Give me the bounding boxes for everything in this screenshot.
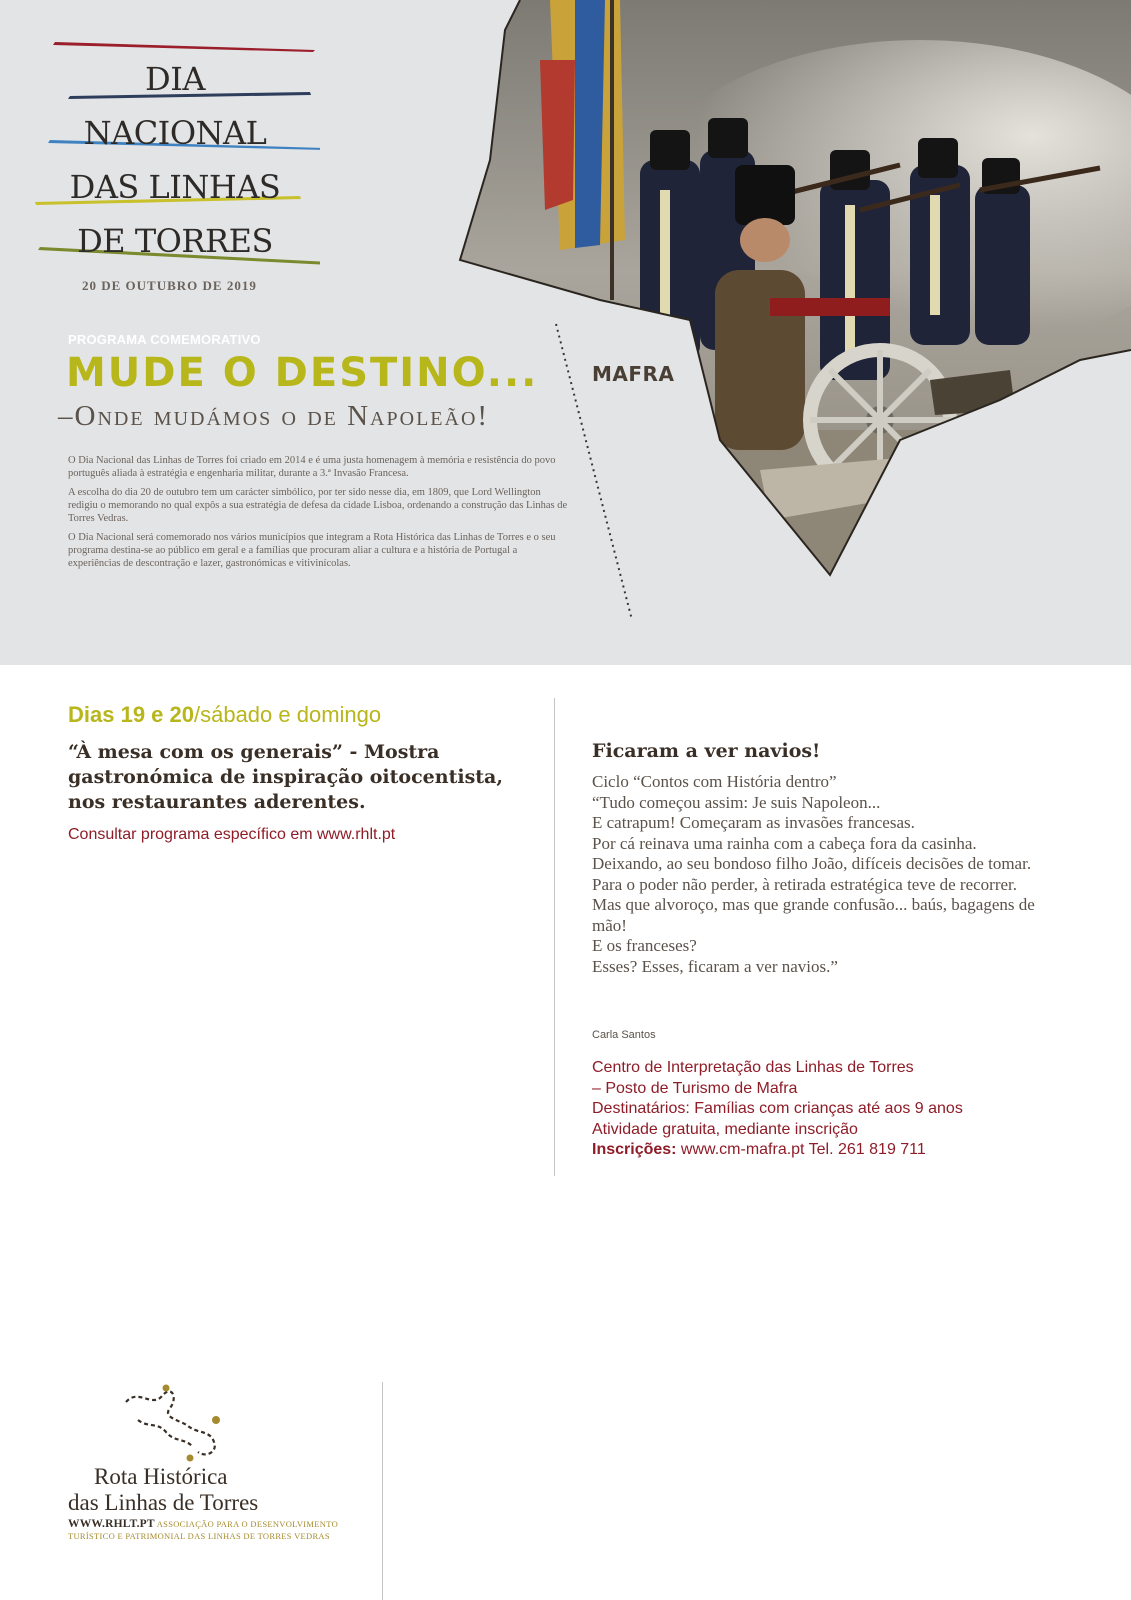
intro-text [68, 454, 568, 576]
right-event-title: Ficaram a ver navios! [592, 740, 821, 762]
event-title [30, 52, 320, 268]
info-line-1: Centro de Interpretação das Linhas de Torres [592, 1059, 914, 1076]
footer-divider [382, 1382, 383, 1600]
headline: MUDE O DESTINO... [66, 350, 539, 396]
left-event-consult-link[interactable]: Consultar programa específico em www.rhlt.pt [68, 826, 396, 843]
story-line-8: E os franceses? [592, 936, 697, 955]
title-line-1: DIA [145, 60, 205, 98]
story-line-2: “Tudo começou assim: Je suis Napoleon... [592, 792, 881, 812]
logo-assoc-2: TURÍSTICO E PATRIMONIAL DAS LINHAS DE TORRES VEDRAS [68, 1531, 330, 1541]
story-line-9: Esses? Esses, ficaram a ver navios.” [592, 956, 838, 976]
registration-line [592, 1140, 963, 1161]
intro-paragraph-1: O Dia Nacional das Linhas de Torres foi criado em 2014 e é uma justa homenagem à memória e resistência do povo português aliada à estratégia e engenharia militar, durante a 3.ª Invasão Francesa. [68, 455, 556, 479]
logo-name-line-1: Rota Histórica [94, 1464, 228, 1489]
left-event-title: “À mesa com os generais” - Mostra gastronómica de inspiração oitocentista, nos restaurantes aderentes. [68, 741, 503, 813]
story-author: Carla Santos [592, 1029, 656, 1041]
story-line-6: Para o poder não perder, à retirada estratégica teve de recorrer. [592, 874, 1018, 894]
program-label: PROGRAMA COMEMORATIVO [68, 332, 261, 347]
route-map-icon [118, 1380, 238, 1462]
column-divider [554, 698, 555, 1176]
story-line-7: Mas que alvoroço, mas que grande confusão... baús, bagagens de mão! [592, 895, 1035, 935]
intro-paragraph-2: A escolha do dia 20 de outubro tem um carácter simbólico, por ter sido nesse dia, em 1809, que Lord Wellington redigiu o memorando no qual expôs a sua estratégia de defesa da cidade Lisboa, ordenando a construção das Linhas de Torres Vedras. [68, 487, 568, 524]
logo-name-line-2: das Linhas de Torres [68, 1490, 259, 1515]
logo-url-line [68, 1518, 338, 1530]
info-line-4: Atividade gratuita, mediante inscrição [592, 1120, 858, 1138]
story-line-5: Deixando, ao seu bondoso filho João, difíceis decisões de tomar. [592, 854, 1032, 873]
event-date: 20 DE OUTUBRO DE 2019 [82, 278, 257, 293]
event-title-block [30, 40, 320, 280]
rhlt-logo [66, 1380, 366, 1560]
story-line-3: E catrapum! Começaram as invasões francesas. [592, 813, 915, 832]
registration-contact-link[interactable]: www.cm-mafra.pt Tel. 261 819 711 [676, 1141, 926, 1158]
location-label: MAFRA [592, 362, 675, 386]
right-event-story [592, 772, 1052, 977]
days-rest: /sábado e domingo [193, 702, 382, 727]
registration-label: Inscrições: [592, 1141, 677, 1158]
story-line-4: Por cá reinava uma rainha com a cabeça fora da casinha. [592, 833, 977, 853]
logo-assoc-1: ASSOCIAÇÃO PARA O DESENVOLVIMENTO [154, 1519, 339, 1529]
story-line-1: Ciclo “Contos com História dentro” [592, 772, 837, 791]
header-section [0, 0, 1131, 665]
right-event-info [592, 1058, 963, 1161]
info-line-3: Destinatários: Famílias com crianças até aos 9 anos [592, 1100, 963, 1117]
logo-url[interactable]: WWW.RHLT.PT [68, 1518, 155, 1530]
subheadline: –Onde mudámos o de Napoleão! [58, 400, 490, 432]
info-line-2: – Posto de Turismo de Mafra [592, 1079, 798, 1097]
title-line-2: NACIONAL [83, 114, 267, 152]
days-bold: Dias 19 e 20 [68, 702, 194, 727]
left-event-days [68, 702, 381, 728]
intro-paragraph-3: O Dia Nacional será comemorado nos vários municípios que integram a Rota Histórica das Linhas de Torres e o seu programa destina-se ao público em geral e a famílias que procuram aliar a cultura e a história de Portugal a experiências de descontração e lazer, gastronómicas e vitivinícolas. [68, 532, 556, 569]
title-line-4: DE TORRES [77, 222, 273, 260]
title-line-3: DAS LINHAS [69, 168, 281, 206]
